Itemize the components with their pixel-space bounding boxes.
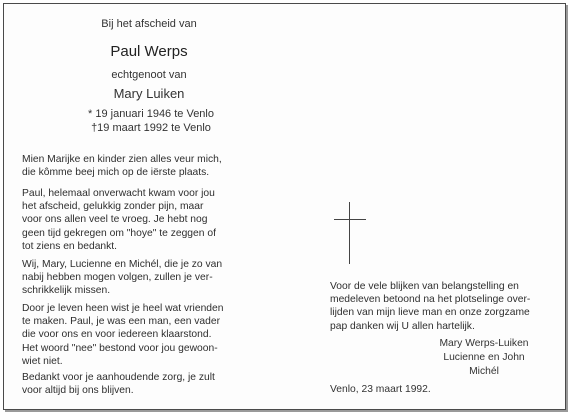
intro-text: Bij het afscheid van [101,18,197,30]
signature-line: Mary Werps-Luiken [439,338,529,349]
text-line: Door je leven heen wist je heel wat vrienden [22,303,224,314]
acknowledgement-paragraph [330,280,530,333]
text-line: die kômme beej mich op de iërste plaats. [22,167,210,179]
text-line: Wij, Mary, Lucienne en Michél, die je zo van [22,259,223,270]
deceased-name: Paul Werps [110,43,188,60]
death-date: †19 maart 1992 te Venlo [91,122,211,134]
text-line: Mien Marijke en kinder zien alles veur mich, [22,154,222,165]
farewell-paragraph [22,187,216,253]
place-date: Venlo, 23 maart 1992. [330,384,431,395]
thanks-closing-paragraph [22,371,215,397]
text-line: te maken. Paul, je was een man, een vader [22,316,221,328]
spouse-label: echtgenoot van [111,69,187,81]
text-line: voor altijd bij ons blijven. [22,385,134,397]
family-paragraph [22,258,222,298]
text-line: schrikkelijk missen. [22,285,111,297]
text-line: geen tijd gekregen om "hoye" te zeggen of [22,227,216,239]
signature-line: Lucienne en John [443,352,525,363]
text-line: lijden van mijn lieve man en onze zorgzame [330,307,530,319]
text-line: Het woord "nee" bestond voor jou gewoon- [22,342,218,354]
memorial-card [3,3,566,410]
text-line: Bedankt voor je aanhoudende zorg, je zult [22,372,215,383]
friends-paragraph [22,302,223,368]
text-line: Paul, helemaal onverwacht kwam voor jou [22,188,215,199]
text-line: pap danken wij U allen hartelijk. [330,320,475,332]
text-line: voor ons allen veel te vroeg. Je hebt nog [22,214,208,226]
text-line: nabij hebben mogen volgen, zullen je ver- [22,272,213,284]
text-line: die voor ons en voor iedereen klaarstond. [22,329,212,341]
text-line: wiet niet. [22,355,63,367]
spouse-name: Mary Luiken [113,86,185,101]
birth-date: * 19 januari 1946 te Venlo [88,108,214,120]
text-line: Voor de vele blijken van belangstelling en [330,281,519,292]
signature-line: Michél [469,366,499,377]
text-line: tot ziens en bedankt. [22,240,118,252]
cross-icon [334,202,366,264]
text-line: medeleven betoond na het plotselinge over- [330,294,531,306]
text-line: het afscheid, gelukkig zonder pijn, maar [22,201,204,213]
dialect-paragraph [22,153,222,179]
